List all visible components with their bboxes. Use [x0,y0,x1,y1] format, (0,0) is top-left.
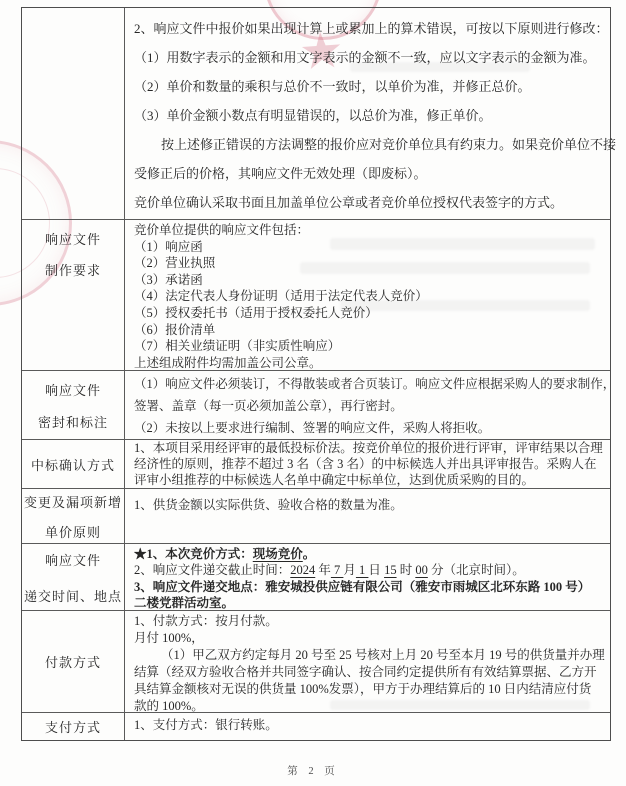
bid-method-suffix: 。 [302,547,316,561]
row-label-line: 制作要求 [44,263,101,278]
content-line: （3）承诺函 [134,272,203,287]
content-line: （2）未按以上要求进行编制、签署的响应文件，采购人将拒收。 [134,421,491,435]
content-line: 1、付款方式：按月付款。 [134,614,278,628]
deadline-prefix: 2、响应文件递交截止时间： [134,563,291,578]
deadline-month-unit: 月 [343,563,356,578]
content-line: 1、本项目采用经评审的最低投标价法。按竞价单位的报价进行评审，评审结果以合理 [134,441,603,455]
table-row-award-confirmation [22,440,610,489]
row-label [22,713,125,740]
row-label-line: 变更及漏项新增 [23,494,122,510]
content-line: 经济性的原则，推荐不超过 3 名（含 3 名）的中标候选人并出具评审报告。采购人在 [134,456,597,471]
row-label-line: 递交时间、地点 [23,588,122,604]
deadline-minute: 00 [415,563,428,578]
row-label-line: 付款方式 [44,655,101,670]
document-preparation-content [125,220,610,370]
content-line: （5）授权委托书（适用于授权委托人竞价） [134,305,378,320]
row-label [22,371,125,439]
content-line: 月付 100%， [134,630,204,645]
payment-terms-content [125,611,611,712]
content-line: （1）用数字表示的金额和用文字表示的金额不一致，应以文字表示的金额为准。 [134,50,596,65]
content-line: 受修正后的价格，其响应文件无效处理（即废标）。 [134,166,427,181]
content-line: 评审小组推荐的中标候选人名单中确定中标单位，达到优质采购的目的。 [134,472,535,487]
bid-method-value: 现场竞价 [252,547,303,561]
table-row-price-change-principle [22,489,610,544]
content-line: 结算（经双方验收合格并共同签字确认、按合同约定提供所有有效结算票据、乙方开 [134,664,597,679]
submission-content [125,544,610,610]
row-label-line: 支付方式 [44,720,101,735]
row-label-line: 中标确认方式 [30,457,115,473]
content-line: 款的 100%。 [134,698,204,713]
content-line: 具结算金额核对无误的供货量 100%发票），甲方于办理结算后的 10 日内结清应付货 [134,681,592,696]
page-number: 第 2 页 [287,766,339,777]
content-line: （7）相关业绩证明（非实质性响应） [134,339,341,354]
content-line: 竞价单位确认采取书面且加盖单位公章或者竞价单位授权代表签字的方式。 [134,195,564,210]
table-row-payment-method [22,713,610,740]
deadline-month: 7 [330,563,344,578]
content-line: 按上述修正错误的方法调整的报价应对竞价单位具有约束力。如果竞价单位不接 [161,137,617,152]
row-label-line: 响应文件 [44,552,101,568]
content-line: （1）甲乙双方约定每月 20 号至 25 号核对上月 20 号至本月 19 号的供货量并办理 [161,647,605,662]
submission-deadline-line [134,562,604,578]
row-label [22,544,125,610]
deadline-day: 1 [355,563,369,578]
content-line: 竞价单位提供的响应文件包括： [134,223,310,237]
deadline-year-unit: 年 [315,563,331,578]
row-label [22,489,125,543]
content-line: 1、支付方式：银行转账。 [134,718,278,732]
content-line: （2）单价和数量的乘积与总价不一致时，以单价为准，并修正总价。 [134,79,531,94]
payment-method-content [125,713,610,740]
bid-method-line [134,546,604,562]
content-line: 1、供货金额以实际供货、验收合格的数量为准。 [134,498,403,512]
table-row-submission-time-place [22,544,610,611]
sealing-marking-content [125,371,621,439]
submission-place-line: 二楼党群活动室。 [134,596,235,611]
table-row-correction-rules [22,8,617,220]
price-change-content [125,489,610,543]
content-line: （3）单价金额小数点有明显错误的，以总价为准，修正单价。 [134,108,492,123]
content-line: 上述组成附件均需加盖公司公章。 [134,355,322,370]
row-label-line: 响应文件 [44,232,101,247]
deadline-year: 2024 [290,563,316,578]
row-label-line: 响应文件 [44,382,101,398]
correction-rules-content [125,8,622,219]
row-label-line: 密封和标注 [37,414,108,430]
star-icon: ★ [297,20,346,82]
table-row-payment-terms [22,611,610,713]
row-label-empty [22,8,125,219]
content-line: 签署、盖章（每一页必须加盖公章），再行密封。 [134,399,403,413]
content-line: （1）响应函 [134,239,203,254]
row-label [22,611,125,712]
content-line: （1）响应文件必须装订，不得散装或者合页装订。响应文件应根据采购人的要求制作， [134,377,616,391]
bidding-requirements-table [21,7,617,741]
row-label-line: 单价原则 [44,524,101,540]
deadline-suffix: 分（北京时间）。 [427,563,525,578]
table-row-sealing-marking [22,371,616,440]
content-line: 2、响应文件中报价如果出现计算上或累加上的算术错误，可按以下原则进行修改： [134,21,609,36]
table-row-document-preparation [22,220,610,371]
award-confirmation-content [125,440,610,488]
submission-place-line: 3、响应文件递交地点：雅安城投供应链有限公司（雅安市雨城区北环东路 100 号） [134,579,591,594]
deadline-hour: 15 [384,563,397,578]
content-line: （6）报价清单 [134,322,216,337]
bid-method-prefix: ★1、本次竞价方式： [134,547,253,561]
content-line: （4）法定代表人身份证明（适用于法定代表人竞价） [134,289,428,304]
deadline-day-unit: 日 [368,563,385,578]
content-line: （2）营业执照 [134,256,216,271]
deadline-hour-unit: 时 [396,563,416,578]
row-label [22,440,125,488]
row-label [22,220,125,370]
